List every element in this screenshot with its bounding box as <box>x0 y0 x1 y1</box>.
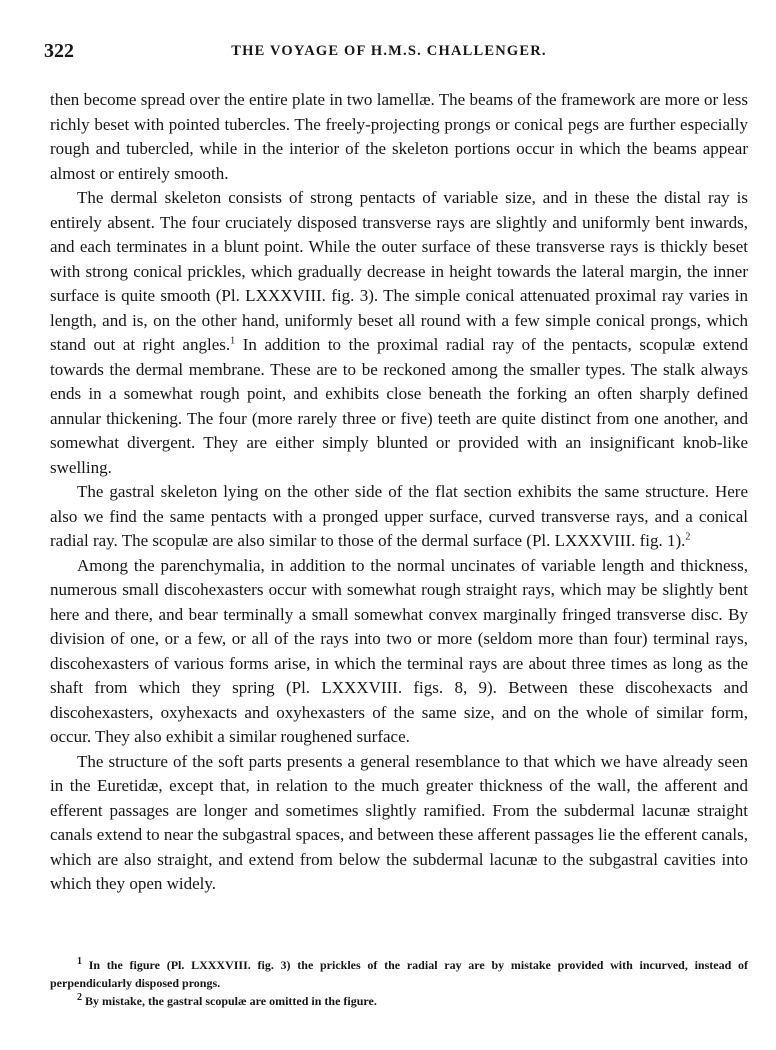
paragraph-text: In addition to the proximal radial ray of the pentacts, scopulæ extend towards the dermal membrane. These are to be reckoned among the smaller types. The stalk always ends in a somewhat rough point, and exhibits close beneath the forking an often sharply defined annular thickening. The four (more rarely three or five) teeth are quite distinct from one another, and somewhat divergent. They are either simply blunted or provided with an insignificant knob-like swelling. <box>50 335 748 477</box>
body-text <box>50 88 748 897</box>
paragraph-soft-parts <box>50 750 748 897</box>
footnote-marker: 1 <box>77 956 82 967</box>
paragraph-gastral-skeleton <box>50 480 748 554</box>
paragraph-text: The dermal skeleton consists of strong pentacts of variable size, and in these the distal ray is entirely absent. The four cruciately disposed transverse rays are slightly and uniformly bent inwards, and each terminates in a blunt point. While the outer surface of these transverse rays is thickly beset with strong conical prickles, which gradually decrease in height towards the lateral margin, the inner surface is quite smooth (Pl. LXXXVIII. fig. 3). The simple conical attenuated proximal ray varies in length, and is, on the other hand, uniformly beset all round with a few simple conical prongs, which stand out at right angles. <box>50 188 748 354</box>
paragraph-continuation <box>50 88 748 186</box>
footnote-reference: 1 <box>230 335 236 347</box>
paragraph-dermal-skeleton <box>50 186 748 480</box>
paragraph-text: The gastral skeleton lying on the other side of the flat section exhibits the same structure. Here also we find the same pentacts with a pronged upper surface, curved transverse rays, and a conical radial ray. The scopulæ are also similar to those of the dermal surface (Pl. LXXXVIII. fig. 1). <box>50 482 748 550</box>
paragraph-text: then become spread over the entire plate in two lamellæ. The beams of the framework are more or less richly beset with pointed tubercles. The freely-projecting prongs or conical pegs are further especially rough and tubercled, while in the interior of the skeleton portions occur in which the beams appear almost or entirely smooth. <box>50 90 748 183</box>
running-title: THE VOYAGE OF H.M.S. CHALLENGER. <box>231 43 547 59</box>
footnote-text: By mistake, the gastral scopulæ are omitted in the figure. <box>82 994 377 1008</box>
footnote-marker: 2 <box>77 992 82 1003</box>
page-header <box>44 40 734 66</box>
footnotes <box>50 956 748 1010</box>
paragraph-text: The structure of the soft parts presents a general resemblance to that which we have already seen in the Euretidæ, except that, in relation to the much greater thickness of the wall, the afferent and efferent passages are longer and sometimes slightly ramified. From the subdermal lacunæ straight canals extend to near the subgastral spaces, and between these afferent passages lie the efferent canals, which are also straight, and extend from below the subdermal lacunæ to the subgastral cavities into which they open widely. <box>50 751 748 893</box>
page-number: 322 <box>44 40 74 62</box>
paragraph-parenchymalia <box>50 554 748 750</box>
footnote-2 <box>50 992 748 1010</box>
footnote-1 <box>50 956 748 992</box>
footnote-reference: 2 <box>685 531 691 543</box>
paragraph-text: Among the parenchymalia, in addition to the normal uncinates of variable length and thickness, numerous small discohexasters occur with somewhat rough straight rays, which may be slightly bent here and there, and bear terminally a small somewhat convex marginally fringed transverse disc. By division of one, or a few, or all of the rays into two or more (seldom more than four) terminal rays, discohexasters of various forms arise, in which the terminal rays are about three times as long as the shaft from which they spring (Pl. LXXXVIII. figs. 8, 9). Between these discohexacts and discohexasters, oxyhexacts and oxyhexasters of the same size, and on the whole of similar form, occur. They also exhibit a similar roughened surface. <box>50 555 748 746</box>
footnote-text: In the figure (Pl. LXXXVIII. fig. 3) the prickles of the radial ray are by mistake provided with incurved, instead of perpendicularly disposed prongs. <box>50 958 748 990</box>
